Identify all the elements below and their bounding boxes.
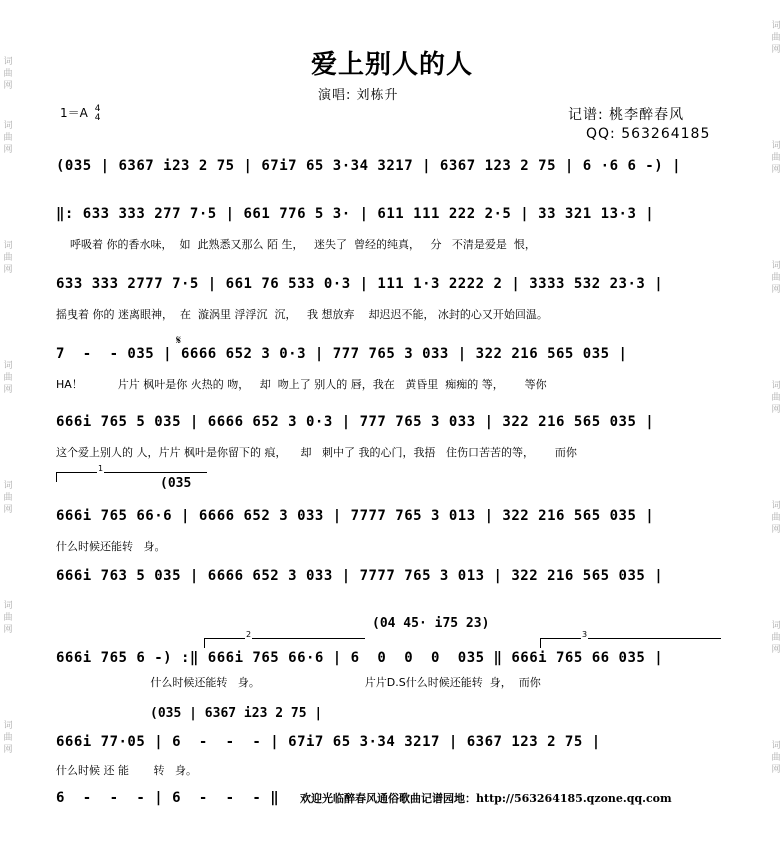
lyric-row: 什么时候还能转 身。 bbox=[56, 540, 166, 553]
score-row: 666i 765 5 035 | 6666 652 3 0·3 | 777 765 3 033 | 322 216 565 035 | bbox=[56, 414, 655, 430]
watermark-text: 词曲网 bbox=[3, 241, 13, 275]
lyric-row: 什么时候还能转 身。 片片D.S什么时候还能转 身， 而你 bbox=[56, 676, 541, 689]
notator-credit: 记谱: 桃李醉春风 bbox=[568, 107, 685, 123]
score-row: 7 - - 035 | 6666 652 3 0·3 | 777 765 3 033 | 322 216 565 035 | bbox=[56, 346, 628, 362]
score-row: 633 333 2777 7·5 | 661 76 533 0·3 | 111 1·3 2222 2 | 3333 532 23·3 | bbox=[56, 276, 664, 292]
watermark-text: 词曲网 bbox=[3, 121, 13, 155]
left-watermark-strip bbox=[0, 0, 16, 845]
lyric-row: 呼吸着 你的香水味， 如 此熟悉又那么 陌 生， 迷失了 曾经的纯真， 分 不清是爱是 恨， bbox=[70, 238, 536, 251]
watermark-text: 词曲网 bbox=[3, 601, 13, 635]
watermark-text: 词曲网 bbox=[3, 361, 13, 395]
score-row: 666i 765 6 -) :‖ 666i 765 66·6 | 6 0 0 0 035 ‖ 666i 765 66 035 | bbox=[56, 650, 664, 666]
watermark-text: 词曲网 bbox=[771, 621, 781, 655]
volta-label: 3 bbox=[582, 630, 588, 639]
watermark-text: 词曲网 bbox=[771, 501, 781, 535]
time-signature bbox=[95, 105, 101, 123]
time-signature-bottom: 4 bbox=[94, 112, 101, 123]
lyric-row: HA！ 片片 枫叶是你 火热的 吻， 却 吻上了 别人的 唇，我在 黄昏里 痴痴的 等， 等你 bbox=[56, 378, 547, 391]
key-signature bbox=[60, 104, 100, 123]
song-title: 爱上别人的人 bbox=[310, 50, 473, 80]
right-watermark-strip bbox=[768, 0, 784, 845]
key-label: 1＝A bbox=[60, 106, 88, 120]
qq-number: QQ: 563264185 bbox=[586, 126, 711, 142]
score-row: 666i 77·05 | 6 - - - | 67i7 65 3·34 3217 | 6367 123 2 75 | bbox=[56, 734, 601, 750]
time-signature-top: 4 bbox=[94, 103, 101, 114]
volta-bracket bbox=[56, 464, 207, 482]
watermark-text: 词曲网 bbox=[771, 381, 781, 415]
score-annotation: (035 bbox=[160, 476, 192, 491]
watermark-text: 词曲网 bbox=[3, 721, 13, 755]
lyric-row: 什么时候 还 能 转 身。 bbox=[56, 764, 197, 777]
lyric-row: 这个爱上别人的 人，片片 枫叶是你留下的 痕， 却 刺中了 我的心门，我捂 住伤口苦苦的等， 而你 bbox=[56, 446, 577, 459]
score-row: 666i 765 66·6 | 6666 652 3 033 | 7777 765 3 013 | 322 216 565 035 | bbox=[56, 508, 655, 524]
footer-link[interactable]: 欢迎光临醉春风通俗歌曲记谱园地：http://563264185.qzone.qq.com bbox=[300, 792, 672, 805]
score-annotation: (035 | 6367 i23 2 75 | bbox=[150, 706, 323, 721]
volta-bracket bbox=[540, 630, 721, 648]
score-row: (035 | 6367 i23 2 75 | 67i7 65 3·34 3217 | 6367 123 2 75 | 6 ·6 6 -) | bbox=[56, 158, 682, 174]
score-row: 666i 763 5 035 | 6666 652 3 033 | 7777 765 3 013 | 322 216 565 035 | bbox=[56, 568, 664, 584]
score-row: 6 - - - | 6 - - - ‖ bbox=[56, 790, 280, 806]
watermark-text: 词曲网 bbox=[3, 481, 13, 515]
watermark-text: 词曲网 bbox=[3, 57, 13, 91]
volta-label: 2 bbox=[246, 630, 252, 639]
volta-label: 1 bbox=[98, 464, 104, 473]
score-row: ‖: 633 333 277 7·5 | 661 776 5 3· | 611 111 222 2·5 | 33 321 13·3 | bbox=[56, 206, 655, 222]
volta-bracket bbox=[204, 630, 365, 648]
watermark-text: 词曲网 bbox=[771, 261, 781, 295]
singer-credit: 演唱: 刘栋升 bbox=[318, 88, 399, 103]
segno-mark: 𝄋 bbox=[176, 333, 182, 347]
watermark-text: 词曲网 bbox=[771, 21, 781, 55]
watermark-text: 词曲网 bbox=[771, 141, 781, 175]
lyric-row: 摇曳着 你的 迷离眼神， 在 漩涡里 浮浮沉 沉， 我 想放弃 却迟迟不能， 冰封的心又开始回温。 bbox=[56, 308, 548, 321]
score-annotation: (04 45· i75 23) bbox=[372, 616, 490, 631]
watermark-text: 词曲网 bbox=[771, 741, 781, 775]
